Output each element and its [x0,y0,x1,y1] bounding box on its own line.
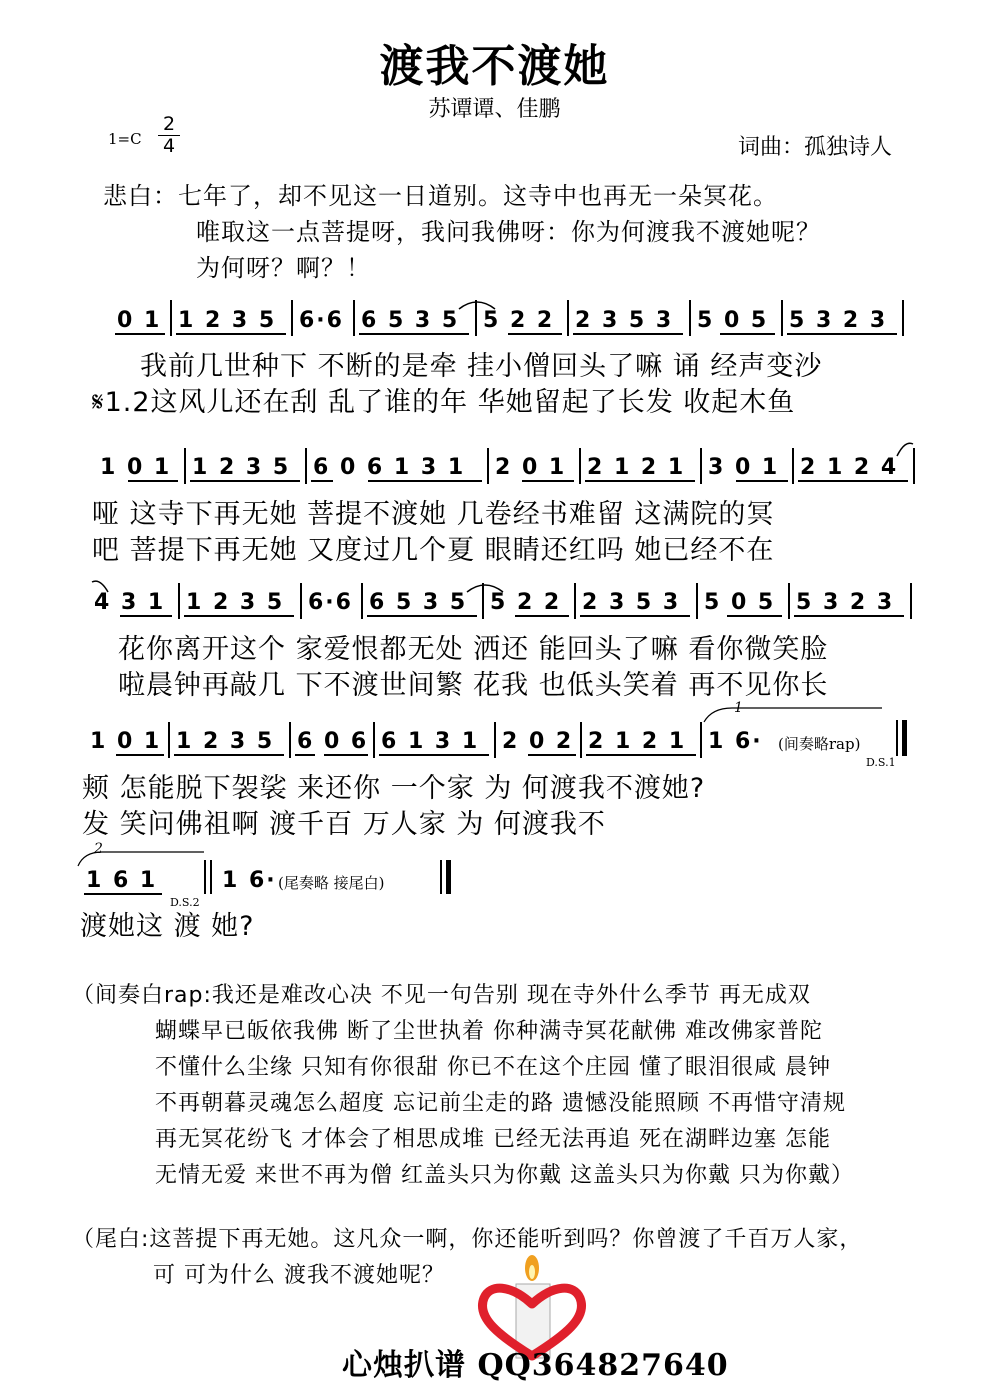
time-signature: 2 4 [158,114,180,157]
lyric-line: 渡她这 渡 她? [80,911,255,942]
measure: 6 5 3 5 [369,590,468,615]
measure: 1 2 3 5 [176,729,275,754]
measure: 5 0 5 [697,308,769,333]
lyric-line: 我前几世种下 不断的是牵 挂小僧回头了嘛 诵 经声变沙 [140,351,823,382]
rap-line: 不懂什么尘缘 只知有你很甜 你已不在这个庄园 懂了眼泪很咸 晨钟 [155,1055,831,1080]
measure: 4 3 1 [94,590,166,615]
measure: 6·6 [308,590,353,615]
measure: 2 1 2 1 [587,455,686,480]
volta-2-label: 2 [94,841,103,857]
tie-arc [465,578,505,594]
measure: 1 2 3 5 [178,308,277,333]
measure: 1 0 1 [100,455,172,480]
outro-note: (尾奏略 接尾白) [278,874,385,892]
measure: 6·6 [299,308,344,333]
footer-credit: 心烛扒谱 QQ364827640 [342,1348,729,1383]
lyric-line: 吧 菩提下再无她 又度过几个夏 眼睛还红吗 她已经不在 [92,535,775,566]
measure: 2 3 5 3 [575,308,674,333]
ds-2-marker: D.S.2 [170,896,200,909]
measure: 1 2 3 5 [192,455,291,480]
interlude-note: (间奏略rap) [778,735,861,753]
measure: 2 1 2 4 [800,455,899,480]
ds-1-marker: D.S.1 [866,756,896,769]
measure: 1 6 1 [86,868,158,893]
intro-line-1: 悲白：七年了，却不见这一日道别。这寺中也再无一朵冥花。 [103,182,778,210]
measure: 6 1 3 1 [381,729,480,754]
tie-arc [895,440,915,460]
singers: 苏谭谭、佳鹏 [428,97,561,122]
outro-line-1: （尾白:这菩提下再无她。这凡众一啊，你还能听到吗？你曾渡了千百万人家， [72,1227,863,1252]
outro-line-2: 可 可为什么 渡我不渡她呢？ [153,1263,445,1288]
measure: 6 5 3 5 [361,308,460,333]
song-title: 渡我不渡她 [379,41,610,92]
lyric-line: 发 笑问佛祖啊 渡千百 万人家 为 何渡我不 [82,809,606,840]
rap-line: 再无冥花纷飞 才体会了相思成堆 已经无法再追 死在湖畔边塞 怎能 [155,1127,831,1152]
rap-line: 无情无爱 来世不再为僧 红盖头只为你戴 这盖头只为你戴 只为你戴） [155,1163,854,1188]
measure: 2 0 2 [502,729,574,754]
measure: 2 3 5 3 [582,590,681,615]
credits: 词曲：孤独诗人 [738,135,893,160]
measure: 1 6· [708,729,763,754]
measure: 1 0 1 [90,729,162,754]
rap-line: （间奏白rap:我还是难改心决 不见一句告别 现在寺外什么季节 再无成双 [72,983,811,1008]
measure: 1 6· [222,868,277,893]
measure: 5 0 5 [704,590,776,615]
intro-line-2: 唯取这一点菩提呀，我问我佛呀：你为何渡我不渡她呢？ [196,218,821,246]
measure: 6 0 6 [297,729,369,754]
measure: 6 0 6 1 3 1 [313,455,466,480]
measure: 2 0 1 [495,455,567,480]
measure: 1 2 3 5 [186,590,285,615]
lyric-line: 𝄋1.2这风儿还在刮 乱了谁的年 华她留起了长发 收起木鱼 [92,387,796,418]
rap-line: 蝴蝶早已皈依我佛 断了尘世执着 你种满寺冥花献佛 难改佛家普陀 [155,1019,823,1044]
measure: 3 0 1 [708,455,780,480]
lyric-line: 花你离开这个 家爱恨都无处 洒还 能回头了嘛 看你微笑脸 [118,634,829,665]
key-signature: 1=C [108,130,142,148]
rap-line: 不再朝暮灵魂怎么超度 忘记前尘走的路 遗憾没能照顾 不再惜守清规 [155,1091,846,1116]
measure: 5 3 2 3 [789,308,888,333]
lyric-line: 哑 这寺下再无她 菩提不渡她 几卷经书难留 这满院的冥 [92,499,775,530]
measure: 2 1 2 1 [588,729,687,754]
measure: 0 1 [117,308,162,333]
measure: 5 3 2 3 [796,590,895,615]
volta-1-label: 1 [734,700,743,716]
measure: 5 2 2 [490,590,562,615]
lyric-line: 啦晨钟再敲几 下不渡世间繁 花我 也低头笑着 再不见你长 [118,670,829,701]
measure: 5 2 2 [483,308,555,333]
lyric-line: 颊 怎能脱下袈裟 来还你 一个家 为 何渡我不渡她? [82,773,706,804]
volta-1-bracket [702,704,882,724]
intro-line-3: 为何呀？啊？！ [196,254,371,282]
tie-arc [457,295,497,311]
